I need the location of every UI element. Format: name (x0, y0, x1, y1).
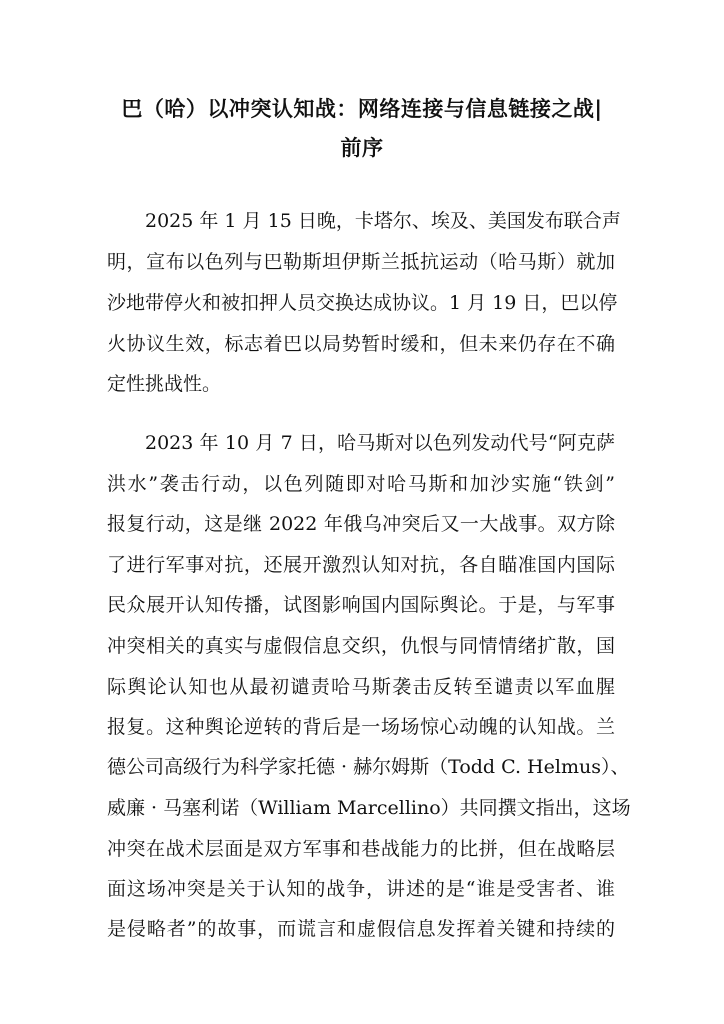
document-subtitle: 前序 (340, 136, 384, 160)
paragraph-1-line: 沙地带停火和被扣押人员交换达成协议。1 月 19 日，巴以停 (107, 292, 618, 314)
paragraph-2-line: 德公司高级行为科学家托德 · 赫尔姆斯（Todd C. Helmus）、 (107, 756, 630, 778)
paragraph-2-line: 报复行动，这是继 2022 年俄乌冲突后又一大战事。双方除 (107, 513, 615, 535)
paragraph-1-line: 明，宣布以色列与巴勒斯坦伊斯兰抵抗运动（哈马斯）就加 (107, 251, 615, 273)
paragraph-2-line: 威廉 · 马塞利诺（William Marcellino）共同撰文指出，这场 (107, 797, 631, 819)
paragraph-2-line: 面这场冲突是关于认知的战争，讲述的是“谁是受害者、谁 (107, 878, 615, 900)
paragraph-2-line: 冲突相关的真实与虚假信息交织，仇恨与同情情绪扩散，国 (107, 635, 615, 657)
paragraph-1-line: 火协议生效，标志着巴以局势暂时缓和，但未来仍存在不确 (107, 333, 615, 355)
paragraph-2-line: 了进行军事对抗，还展开激烈认知对抗，各自瞄准国内国际 (107, 554, 615, 576)
paragraph-2-line: 报复。这种舆论逆转的背后是一场场惊心动魄的认知战。兰 (107, 716, 615, 738)
paragraph-1-line: 2025 年 1 月 15 日晚，卡塔尔、埃及、美国发布联合声 (145, 210, 621, 232)
paragraph-2-line: 际舆论认知也从最初谴责哈马斯袭击反转至谴责以军血腥 (107, 676, 615, 698)
paragraph-2-line: 冲突在战术层面是双方军事和巷战能力的比拼，但在战略层 (107, 838, 615, 860)
document-title: 巴（哈）以冲突认知战：网络连接与信息链接之战| (121, 97, 603, 121)
paragraph-2-line: 洪水”袭击行动，以色列随即对哈马斯和加沙实施“铁剑” (107, 473, 615, 495)
paragraph-2-line: 2023 年 10 月 7 日，哈马斯对以色列发动代号“阿克萨 (145, 432, 615, 454)
paragraph-2-line: 民众展开认知传播，试图影响国内国际舆论。于是，与军事 (107, 594, 615, 616)
paragraph-1-line: 定性挑战性。 (107, 373, 222, 395)
paragraph-2-line: 是侵略者”的故事，而谎言和虚假信息发挥着关键和持续的 (107, 918, 615, 940)
